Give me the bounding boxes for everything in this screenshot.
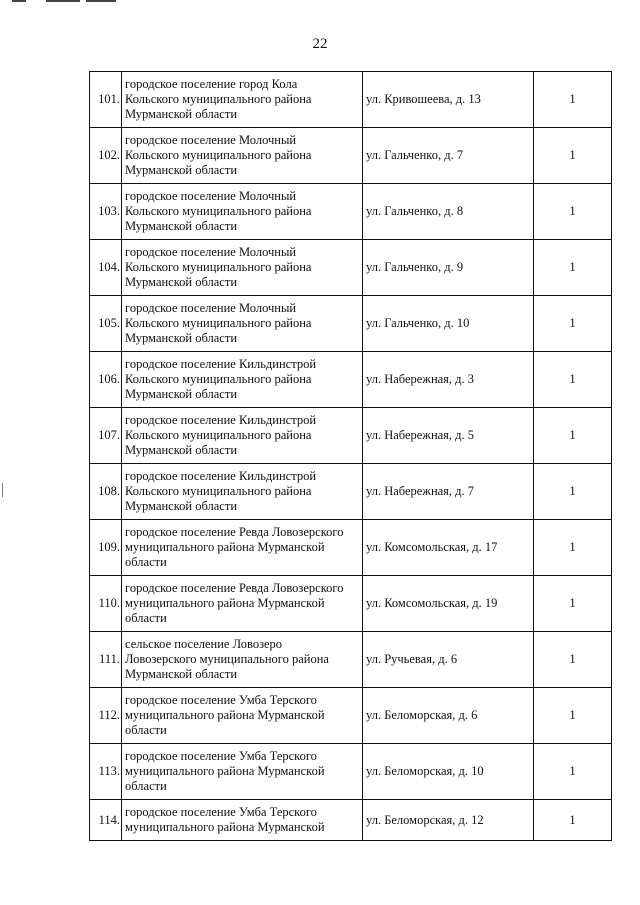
municipality-line: Мурманской области <box>125 163 238 177</box>
address-cell: ул. Набережная, д. 5 <box>363 408 534 464</box>
municipality-cell <box>122 184 363 240</box>
municipality-line: Мурманской области <box>125 443 238 457</box>
municipality-line: городское поселение Молочный <box>125 301 297 315</box>
municipality-line: Кольского муниципального района <box>125 204 312 218</box>
municipality-line: городское поселение Умба Терского <box>125 805 317 819</box>
buildings-table <box>89 71 612 841</box>
table-row <box>90 632 612 688</box>
scan-artifact <box>46 0 80 2</box>
table-row <box>90 688 612 744</box>
municipality-line: Мурманской области <box>125 107 238 121</box>
scan-artifact <box>86 0 116 2</box>
quantity-cell: 1 <box>534 632 612 688</box>
quantity-cell: 1 <box>534 296 612 352</box>
municipality-cell <box>122 352 363 408</box>
municipality-line: Кольского муниципального района <box>125 260 312 274</box>
municipality-text <box>125 469 360 514</box>
municipality-line: городское поселение Умба Терского <box>125 749 317 763</box>
table-row <box>90 744 612 800</box>
municipality-line: городское поселение город Кола <box>125 77 298 91</box>
municipality-line: Мурманской области <box>125 387 238 401</box>
quantity-cell: 1 <box>534 576 612 632</box>
municipality-text <box>125 301 360 346</box>
quantity-cell: 1 <box>534 72 612 128</box>
municipality-line: муниципального района Мурманской <box>125 540 325 554</box>
municipality-cell <box>122 296 363 352</box>
address-cell: ул. Набережная, д. 7 <box>363 464 534 520</box>
municipality-cell <box>122 72 363 128</box>
scan-artifact <box>2 483 3 497</box>
municipality-text <box>125 805 360 835</box>
municipality-line: городское поселение Кильдинстрой <box>125 469 317 483</box>
quantity-cell: 1 <box>534 464 612 520</box>
municipality-line: области <box>125 555 167 569</box>
address-cell: ул. Набережная, д. 3 <box>363 352 534 408</box>
municipality-line: городское поселение Молочный <box>125 133 297 147</box>
table-row <box>90 184 612 240</box>
municipality-line: муниципального района Мурманской <box>125 764 325 778</box>
municipality-line: городское поселение Молочный <box>125 245 297 259</box>
municipality-line: городское поселение Умба Терского <box>125 693 317 707</box>
municipality-cell <box>122 688 363 744</box>
quantity-cell: 1 <box>534 408 612 464</box>
municipality-line: Мурманской области <box>125 499 238 513</box>
table-row <box>90 240 612 296</box>
municipality-line: городское поселение Кильдинстрой <box>125 357 317 371</box>
table-row <box>90 408 612 464</box>
municipality-cell <box>122 576 363 632</box>
row-number: 105. <box>90 296 122 352</box>
quantity-cell: 1 <box>534 184 612 240</box>
municipality-cell <box>122 744 363 800</box>
row-number: 114. <box>90 800 122 841</box>
municipality-text <box>125 749 360 794</box>
municipality-line: Ловозерского муниципального района <box>125 652 329 666</box>
municipality-line: муниципального района Мурманской <box>125 708 325 722</box>
municipality-cell <box>122 128 363 184</box>
municipality-line: Кольского муниципального района <box>125 316 312 330</box>
municipality-line: муниципального района Мурманской <box>125 596 325 610</box>
municipality-line: городское поселение Кильдинстрой <box>125 413 317 427</box>
municipality-cell <box>122 800 363 841</box>
quantity-cell: 1 <box>534 744 612 800</box>
municipality-line: области <box>125 723 167 737</box>
row-number: 104. <box>90 240 122 296</box>
municipality-line: Кольского муниципального района <box>125 148 312 162</box>
row-number: 103. <box>90 184 122 240</box>
address-cell: ул. Гальченко, д. 10 <box>363 296 534 352</box>
municipality-line: городское поселение Ревда Ловозерского <box>125 581 344 595</box>
quantity-cell: 1 <box>534 520 612 576</box>
municipality-line: городское поселение Ревда Ловозерского <box>125 525 344 539</box>
address-cell: ул. Гальченко, д. 7 <box>363 128 534 184</box>
municipality-text <box>125 189 360 234</box>
quantity-cell: 1 <box>534 688 612 744</box>
municipality-line: Мурманской области <box>125 667 238 681</box>
row-number: 112. <box>90 688 122 744</box>
row-number: 101. <box>90 72 122 128</box>
municipality-cell <box>122 240 363 296</box>
municipality-line: Мурманской области <box>125 331 238 345</box>
table-row <box>90 72 612 128</box>
municipality-line: Мурманской области <box>125 219 238 233</box>
municipality-text <box>125 413 360 458</box>
municipality-text <box>125 245 360 290</box>
address-cell: ул. Гальченко, д. 8 <box>363 184 534 240</box>
municipality-text <box>125 133 360 178</box>
municipality-cell <box>122 520 363 576</box>
row-number: 113. <box>90 744 122 800</box>
quantity-cell: 1 <box>534 352 612 408</box>
quantity-cell: 1 <box>534 800 612 841</box>
municipality-text <box>125 637 360 682</box>
address-cell: ул. Комсомольская, д. 19 <box>363 576 534 632</box>
table-row <box>90 352 612 408</box>
municipality-line: Кольского муниципального района <box>125 372 312 386</box>
page-number: 22 <box>312 36 328 52</box>
municipality-line: области <box>125 611 167 625</box>
municipality-line: Мурманской области <box>125 275 238 289</box>
address-cell: ул. Комсомольская, д. 17 <box>363 520 534 576</box>
municipality-cell <box>122 464 363 520</box>
municipality-cell <box>122 632 363 688</box>
municipality-text <box>125 357 360 402</box>
municipality-text <box>125 525 360 570</box>
address-cell: ул. Кривошеева, д. 13 <box>363 72 534 128</box>
municipality-line: муниципального района Мурманской <box>125 820 325 834</box>
row-number: 108. <box>90 464 122 520</box>
quantity-cell: 1 <box>534 240 612 296</box>
municipality-text <box>125 693 360 738</box>
address-cell: ул. Гальченко, д. 9 <box>363 240 534 296</box>
table-row <box>90 576 612 632</box>
row-number: 109. <box>90 520 122 576</box>
row-number: 106. <box>90 352 122 408</box>
address-cell: ул. Беломорская, д. 6 <box>363 688 534 744</box>
municipality-line: сельское поселение Ловозеро <box>125 637 283 651</box>
table-row <box>90 800 612 841</box>
municipality-text <box>125 581 360 626</box>
municipality-line: Кольского муниципального района <box>125 92 312 106</box>
municipality-line: Кольского муниципального района <box>125 428 312 442</box>
address-cell: ул. Ручьевая, д. 6 <box>363 632 534 688</box>
table-body <box>90 72 612 841</box>
row-number: 110. <box>90 576 122 632</box>
scan-artifact <box>12 0 26 2</box>
municipality-cell <box>122 408 363 464</box>
row-number: 111. <box>90 632 122 688</box>
table-row <box>90 128 612 184</box>
municipality-line: Кольского муниципального района <box>125 484 312 498</box>
municipality-line: области <box>125 779 167 793</box>
municipality-text <box>125 77 360 122</box>
quantity-cell: 1 <box>534 128 612 184</box>
row-number: 102. <box>90 128 122 184</box>
address-cell: ул. Беломорская, д. 12 <box>363 800 534 841</box>
table-row <box>90 464 612 520</box>
table-row <box>90 296 612 352</box>
table-row <box>90 520 612 576</box>
address-cell: ул. Беломорская, д. 10 <box>363 744 534 800</box>
row-number: 107. <box>90 408 122 464</box>
municipality-line: городское поселение Молочный <box>125 189 297 203</box>
